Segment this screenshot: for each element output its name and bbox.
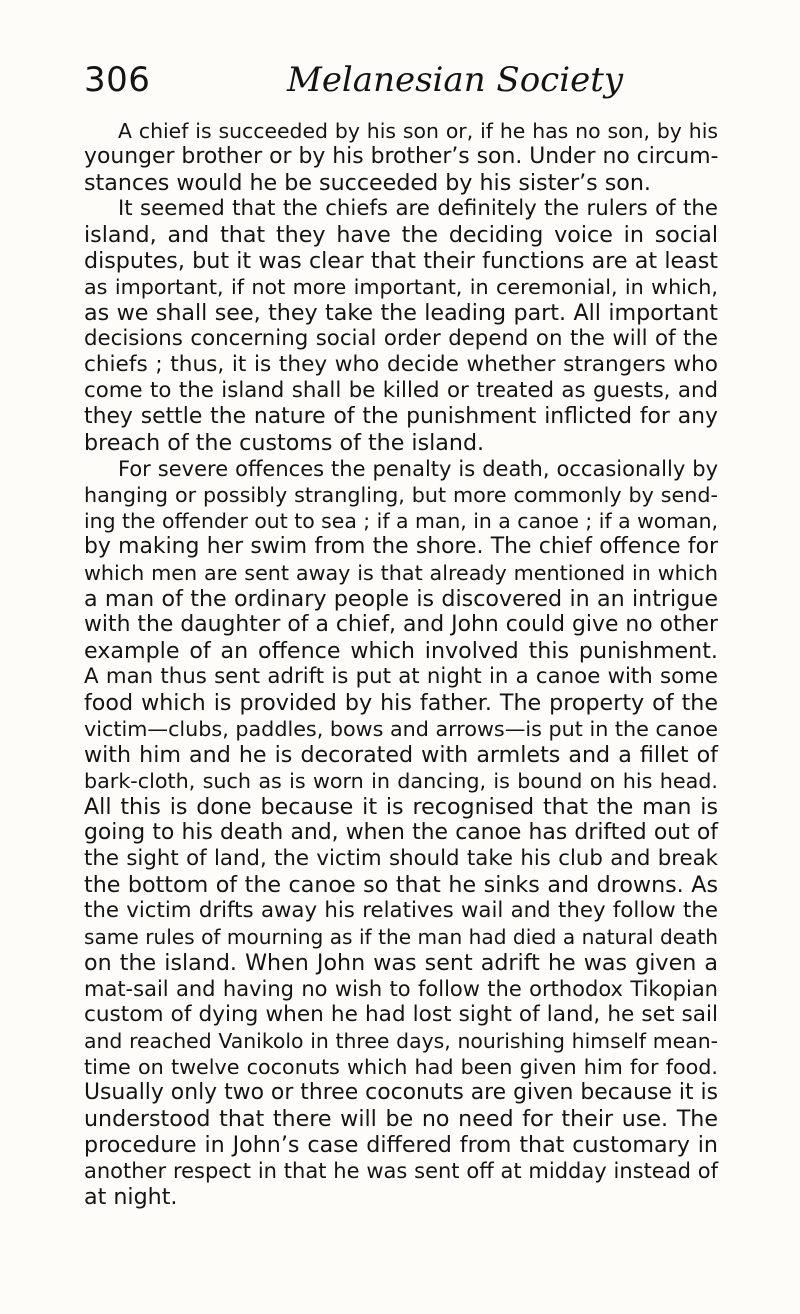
text-line: disputes, but it was clear that their functions are at least [84,248,718,274]
text-line: time on twelve coconuts which had been given him for food. [84,1055,718,1079]
text-line: come to the island shall be killed or treated as guests, and [84,378,718,403]
text-line: breach of the customs of the island. [84,430,485,456]
running-head [84,60,718,104]
page-number: 306 [84,60,151,100]
text-line: decisions concerning social order depend on the will of the [84,326,718,351]
body-text [84,118,718,1210]
text-line: A chief is succeeded by his son or, if he has no son, by his [118,119,718,143]
text-line: example of an offence which involved this punishment. [84,638,718,664]
text-line: food which is provided by his father. The property of the [84,690,718,716]
text-line: younger brother or by his brother’s son. Under no circum- [84,144,719,169]
text-line: For severe offences the penalty is death, occasionally by [118,457,718,481]
text-line: same rules of mourning as if the man had died a natural death [84,925,718,949]
text-line: Usually only two or three coconuts are given because it is [84,1080,718,1105]
text-line: hanging or possibly strangling, but more commonly by send- [84,483,718,507]
text-line: at night. [84,1184,178,1210]
text-line: stances would he be succeeded by his sister’s son. [84,170,651,196]
text-line: understood that there will be no need for their use. The [84,1106,718,1132]
running-title: Melanesian Society [287,60,624,100]
text-line: by making her swim from the shore. The chief offence for [84,534,718,559]
text-line: going to his death and, when the canoe has drifted out of [84,820,718,845]
text-line: victim—clubs, paddles, bows and arrows—is put in the canoe [84,717,718,741]
text-line: island, and that they have the deciding voice in social [84,222,718,248]
text-line: the sight of land, the victim should take his club and break [84,846,718,871]
text-line: the bottom of the canoe so that he sinks and drowns. As [84,872,718,898]
text-line: on the island. When John was sent adrift he was given a [84,950,718,976]
text-line: It seemed that the chiefs are definitely the rulers of the [118,196,718,221]
text-line: as we shall see, they take the leading part. All important [84,300,718,326]
text-line: another respect in that he was sent off at midday instead of [84,1159,718,1183]
text-line: chiefs ; thus, it is they who decide whether strangers who [84,352,718,377]
text-line: as important, if not more important, in ceremonial, in which, [84,275,718,299]
text-line: they settle the nature of the punishment inflicted for any [84,404,718,429]
text-line: All this is done because it is recognised that the man is [84,794,718,820]
text-line: custom of dying when he had lost sight of land, he set sail [84,1002,718,1027]
text-line: mat-sail and having no wish to follow the orthodox Tikopian [84,977,718,1001]
text-line: A man thus sent adrift is put at night in a canoe with some [84,664,718,689]
text-line: with the daughter of a chief, and John could give no other [84,612,718,637]
text-line: procedure in John’s case differed from that customary in [84,1132,718,1158]
text-line: ing the offender out to sea ; if a man, in a canoe ; if a woman, [84,509,718,533]
text-line: and reached Vanikolo in three days, nourishing himself mean- [84,1029,718,1053]
text-line: which men are sent away is that already mentioned in which [84,561,718,585]
text-line: the victim drifts away his relatives wail and they follow the [84,898,718,923]
text-line: bark-cloth, such as is worn in dancing, is bound on his head. [84,769,718,793]
text-line: with him and he is decorated with armlets and a fillet of [84,742,718,768]
text-line: a man of the ordinary people is discovered in an intrigue [84,586,718,612]
